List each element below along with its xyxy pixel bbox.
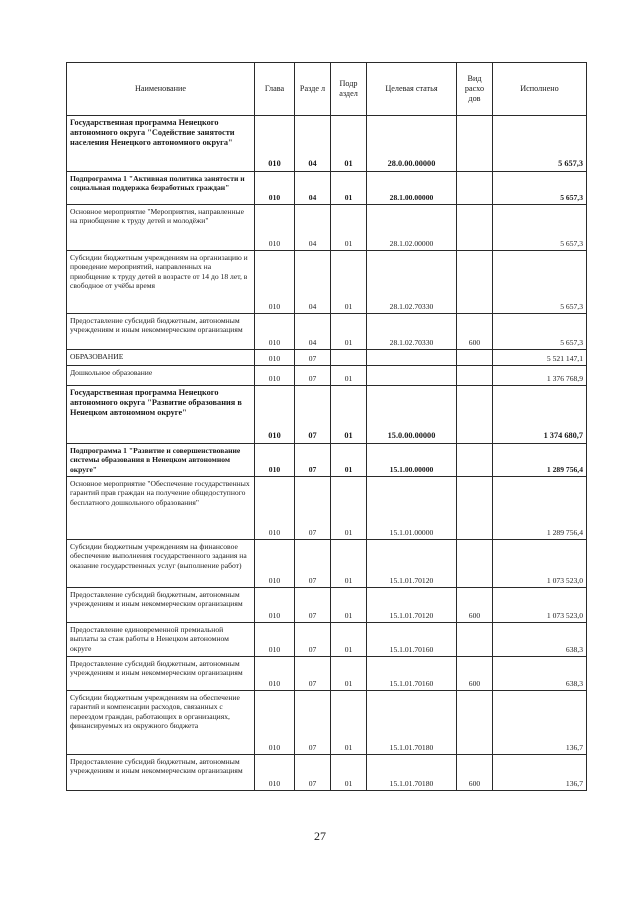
cell-name: Дошкольное образование bbox=[67, 366, 255, 386]
cell-name: Предоставление единовременной премиальной выплаты за стаж работы в Ненецком автономном округе bbox=[67, 623, 255, 657]
cell-section: 07 bbox=[295, 691, 331, 755]
cell-subsection: 01 bbox=[331, 251, 367, 314]
cell-subsection: 01 bbox=[331, 691, 367, 755]
table-row bbox=[67, 251, 587, 314]
cell-subsection: 01 bbox=[331, 172, 367, 205]
cell-subsection: 01 bbox=[331, 366, 367, 386]
cell-target: 15.1.00.00000 bbox=[367, 444, 457, 477]
cell-name: Предоставление субсидий бюджетным, автономным учреждениям и иным некоммерческим организациям bbox=[67, 755, 255, 791]
cell-executed: 1 289 756,4 bbox=[493, 477, 587, 540]
header-executed: Исполнено bbox=[493, 63, 587, 116]
table-body bbox=[67, 116, 587, 791]
header-chapter: Глава bbox=[255, 63, 295, 116]
cell-chapter: 010 bbox=[255, 444, 295, 477]
table-row bbox=[67, 477, 587, 540]
cell-expense-type bbox=[457, 477, 493, 540]
cell-section: 07 bbox=[295, 540, 331, 588]
header-expense-type: Вид расхо дов bbox=[457, 63, 493, 116]
cell-name: ОБРАЗОВАНИЕ bbox=[67, 350, 255, 366]
cell-expense-type: 600 bbox=[457, 588, 493, 623]
cell-subsection: 01 bbox=[331, 588, 367, 623]
cell-executed: 1 376 768,9 bbox=[493, 366, 587, 386]
cell-chapter: 010 bbox=[255, 540, 295, 588]
cell-executed: 5 657,3 bbox=[493, 205, 587, 251]
cell-expense-type bbox=[457, 691, 493, 755]
cell-name: Субсидии бюджетным учреждениям на финансовое обеспечение выполнения государственного задания на оказание государственных услуг (выполнение работ) bbox=[67, 540, 255, 588]
cell-chapter: 010 bbox=[255, 205, 295, 251]
table-row bbox=[67, 314, 587, 350]
cell-expense-type: 600 bbox=[457, 755, 493, 791]
cell-chapter: 010 bbox=[255, 691, 295, 755]
cell-target: 15.1.01.70160 bbox=[367, 657, 457, 691]
table-row bbox=[67, 623, 587, 657]
cell-target: 15.1.01.70180 bbox=[367, 691, 457, 755]
cell-chapter: 010 bbox=[255, 366, 295, 386]
cell-executed: 5 657,3 bbox=[493, 314, 587, 350]
cell-executed: 1 289 756,4 bbox=[493, 444, 587, 477]
cell-chapter: 010 bbox=[255, 116, 295, 172]
cell-target: 15.1.01.00000 bbox=[367, 477, 457, 540]
cell-chapter: 010 bbox=[255, 350, 295, 366]
cell-target bbox=[367, 366, 457, 386]
cell-expense-type bbox=[457, 444, 493, 477]
cell-executed: 136,7 bbox=[493, 691, 587, 755]
cell-name: Предоставление субсидий бюджетным, автономным учреждениям и иным некоммерческим организациям bbox=[67, 314, 255, 350]
cell-target: 28.0.00.00000 bbox=[367, 116, 457, 172]
cell-subsection: 01 bbox=[331, 205, 367, 251]
cell-target: 28.1.00.00000 bbox=[367, 172, 457, 205]
cell-target: 28.1.02.00000 bbox=[367, 205, 457, 251]
cell-target bbox=[367, 350, 457, 366]
cell-executed: 5 657,3 bbox=[493, 116, 587, 172]
cell-executed: 5 521 147,1 bbox=[493, 350, 587, 366]
header-target: Целевая статья bbox=[367, 63, 457, 116]
cell-expense-type bbox=[457, 251, 493, 314]
table-row bbox=[67, 540, 587, 588]
cell-expense-type bbox=[457, 623, 493, 657]
cell-subsection: 01 bbox=[331, 116, 367, 172]
table-row bbox=[67, 386, 587, 444]
table-header-row bbox=[67, 63, 587, 116]
cell-expense-type bbox=[457, 205, 493, 251]
cell-subsection bbox=[331, 350, 367, 366]
table-row bbox=[67, 205, 587, 251]
cell-chapter: 010 bbox=[255, 477, 295, 540]
cell-subsection: 01 bbox=[331, 444, 367, 477]
cell-name: Предоставление субсидий бюджетным, автономным учреждениям и иным некоммерческим организациям bbox=[67, 588, 255, 623]
cell-executed: 1 374 680,7 bbox=[493, 386, 587, 444]
cell-chapter: 010 bbox=[255, 588, 295, 623]
cell-subsection: 01 bbox=[331, 540, 367, 588]
cell-chapter: 010 bbox=[255, 623, 295, 657]
cell-expense-type bbox=[457, 116, 493, 172]
cell-target: 28.1.02.70330 bbox=[367, 251, 457, 314]
cell-target: 15.1.01.70180 bbox=[367, 755, 457, 791]
cell-name: Подпрограмма 1 "Развитие и совершенствование системы образования в Ненецком автономном округе" bbox=[67, 444, 255, 477]
cell-chapter: 010 bbox=[255, 657, 295, 691]
cell-chapter: 010 bbox=[255, 386, 295, 444]
cell-chapter: 010 bbox=[255, 314, 295, 350]
cell-name: Субсидии бюджетным учреждениям на обеспечение гарантий и компенсации расходов, связанных с переездом граждан, работающих в организациях, финансируемых из окружного бюджета bbox=[67, 691, 255, 755]
cell-name: Основное мероприятие "Обеспечение государственных гарантий прав граждан на получение общедоступного бесплатного дошкольного образования" bbox=[67, 477, 255, 540]
budget-table bbox=[66, 62, 587, 791]
cell-executed: 5 657,3 bbox=[493, 251, 587, 314]
cell-section: 07 bbox=[295, 588, 331, 623]
cell-executed: 136,7 bbox=[493, 755, 587, 791]
table-row bbox=[67, 755, 587, 791]
cell-subsection: 01 bbox=[331, 755, 367, 791]
cell-name: Основное мероприятие "Мероприятия, направленные на приобщение к труду детей и молодёжи" bbox=[67, 205, 255, 251]
table-row bbox=[67, 366, 587, 386]
cell-section: 07 bbox=[295, 755, 331, 791]
header-section: Разде л bbox=[295, 63, 331, 116]
cell-section: 07 bbox=[295, 386, 331, 444]
header-name: Наименование bbox=[67, 63, 255, 116]
cell-section: 04 bbox=[295, 314, 331, 350]
cell-expense-type: 600 bbox=[457, 314, 493, 350]
table-row bbox=[67, 588, 587, 623]
cell-subsection: 01 bbox=[331, 314, 367, 350]
cell-section: 07 bbox=[295, 623, 331, 657]
cell-expense-type bbox=[457, 172, 493, 205]
cell-subsection: 01 bbox=[331, 657, 367, 691]
table-row bbox=[67, 444, 587, 477]
cell-section: 07 bbox=[295, 444, 331, 477]
cell-section: 07 bbox=[295, 350, 331, 366]
cell-name: Государственная программа Ненецкого автономного округа "Развитие образования в Ненецком автономном округе" bbox=[67, 386, 255, 444]
cell-target: 15.1.01.70120 bbox=[367, 540, 457, 588]
cell-name: Предоставление субсидий бюджетным, автономным учреждениям и иным некоммерческим организациям bbox=[67, 657, 255, 691]
cell-section: 04 bbox=[295, 116, 331, 172]
cell-expense-type bbox=[457, 386, 493, 444]
table-row bbox=[67, 116, 587, 172]
cell-target: 15.1.01.70120 bbox=[367, 588, 457, 623]
cell-section: 07 bbox=[295, 366, 331, 386]
cell-section: 04 bbox=[295, 251, 331, 314]
cell-expense-type bbox=[457, 366, 493, 386]
cell-name: Государственная программа Ненецкого автономного округа "Содействие занятости населения Ненецкого автономного округа" bbox=[67, 116, 255, 172]
table-row bbox=[67, 691, 587, 755]
cell-chapter: 010 bbox=[255, 172, 295, 205]
table-row bbox=[67, 657, 587, 691]
cell-subsection: 01 bbox=[331, 386, 367, 444]
cell-section: 04 bbox=[295, 172, 331, 205]
cell-target: 15.0.00.00000 bbox=[367, 386, 457, 444]
cell-section: 07 bbox=[295, 657, 331, 691]
cell-executed: 1 073 523,0 bbox=[493, 540, 587, 588]
cell-expense-type bbox=[457, 350, 493, 366]
cell-chapter: 010 bbox=[255, 755, 295, 791]
cell-name: Субсидии бюджетным учреждениям на организацию и проведение мероприятий, направленных на приобщение к труду детей в возрасте от 14 до 18 лет, в свободное от учёбы время bbox=[67, 251, 255, 314]
cell-expense-type bbox=[457, 540, 493, 588]
header-subsection: Подр аздел bbox=[331, 63, 367, 116]
cell-chapter: 010 bbox=[255, 251, 295, 314]
cell-executed: 1 073 523,0 bbox=[493, 588, 587, 623]
cell-subsection: 01 bbox=[331, 477, 367, 540]
cell-name: Подпрограмма 1 "Активная политика занятости и социальная поддержка безработных граждан" bbox=[67, 172, 255, 205]
cell-executed: 5 657,3 bbox=[493, 172, 587, 205]
cell-section: 04 bbox=[295, 205, 331, 251]
table-row bbox=[67, 350, 587, 366]
cell-subsection: 01 bbox=[331, 623, 367, 657]
cell-executed: 638,3 bbox=[493, 657, 587, 691]
cell-executed: 638,3 bbox=[493, 623, 587, 657]
page-number: 27 bbox=[314, 829, 326, 843]
cell-section: 07 bbox=[295, 477, 331, 540]
cell-target: 15.1.01.70160 bbox=[367, 623, 457, 657]
table-row bbox=[67, 172, 587, 205]
cell-expense-type: 600 bbox=[457, 657, 493, 691]
cell-target: 28.1.02.70330 bbox=[367, 314, 457, 350]
